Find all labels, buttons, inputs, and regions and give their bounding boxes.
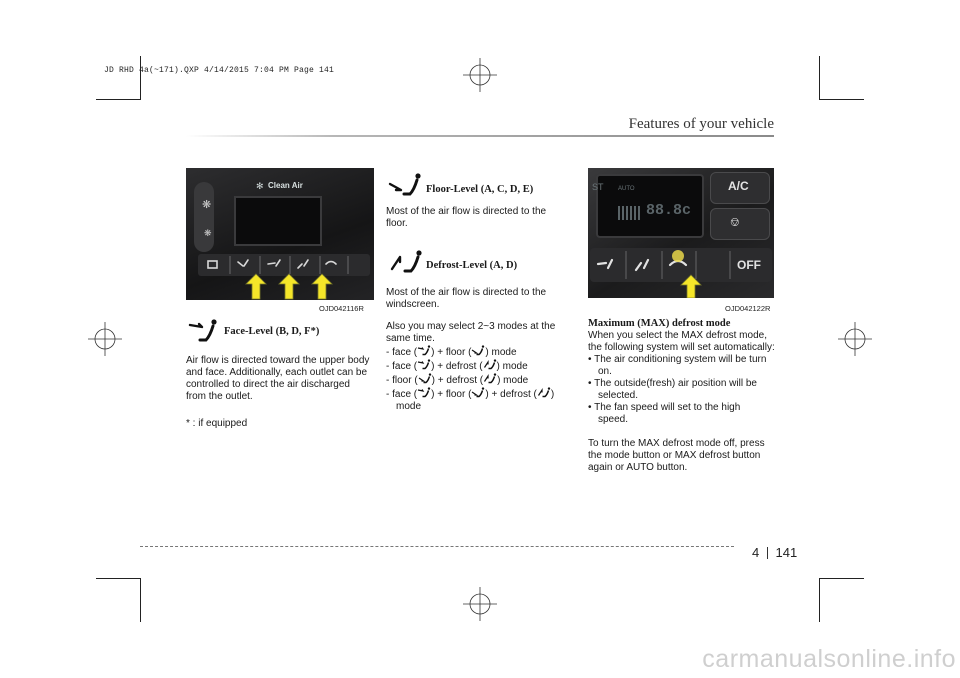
mode-combo-line [386, 359, 576, 373]
crop-mark [96, 99, 140, 100]
fan-icon: ❋ [202, 199, 212, 211]
floor-mode-icon [471, 387, 485, 398]
leaf-icon: ✻ [256, 181, 264, 191]
registration-mark [88, 322, 122, 356]
fan-icon: ❋ [204, 228, 212, 238]
floor-level-body [386, 206, 576, 230]
text-line: When you select the MAX defrost mode, [588, 330, 767, 341]
defrost-mode-icon [537, 387, 551, 398]
text-fragment: - floor ( [386, 375, 418, 386]
header-rule [186, 135, 774, 137]
text-fragment: ) mode [485, 347, 517, 358]
text-fragment: - face ( [386, 347, 418, 358]
text-fragment: ) + floor ( [431, 347, 472, 358]
text-fragment: ) mode [496, 361, 528, 372]
registration-mark [463, 58, 497, 92]
text-line: from the outlet. [186, 391, 253, 402]
text-fragment: - face ( [386, 361, 418, 372]
off-button-label: OFF [737, 258, 761, 272]
arrow-up-icon [246, 274, 332, 299]
text-line: mode [396, 401, 422, 412]
floor-level-title: Floor-Level (A, C, D, E) [426, 184, 534, 195]
auto-label: AUTO [618, 186, 635, 192]
max-defrost-panel-photo [588, 168, 774, 298]
crop-mark [820, 578, 864, 579]
face-mode-icon [417, 345, 431, 356]
bullet-line: on. [598, 366, 612, 377]
defrost-partial-label: ST [592, 182, 604, 192]
panel-label: Clean Air [268, 181, 303, 190]
defrost-mode-icon [483, 359, 497, 370]
mode-combo-line [386, 387, 576, 401]
bullet-line: • The outside(fresh) air position will be [588, 378, 757, 389]
text-line: Most of the air flow is directed to the [386, 206, 547, 217]
ac-button-label: A/C [728, 179, 749, 193]
face-mode-icon [417, 387, 431, 398]
defrost-level-body [386, 287, 576, 311]
text-line: again or AUTO button. [588, 462, 688, 473]
text-line: same time. [386, 333, 435, 344]
crop-mark [819, 56, 820, 100]
max-defrost-body [588, 330, 776, 474]
crop-mark [140, 578, 141, 622]
footer-rule [140, 546, 734, 547]
floor-mode-icon [471, 345, 485, 356]
text-line: Air flow is directed toward the upper body [186, 355, 370, 366]
footnote: * : if equipped [186, 418, 248, 429]
print-slug: JD RHD 4a(~171).QXP 4/14/2015 7:04 PM Page 141 [104, 66, 335, 75]
bullet-line: • The fan speed will set to the high [588, 402, 741, 413]
text-fragment: ) + floor ( [431, 389, 472, 400]
text-line: the following system will set automatically: [588, 342, 775, 353]
max-defrost-title: Maximum (MAX) defrost mode [588, 318, 731, 329]
crop-mark [96, 578, 140, 579]
mode-combo-line [386, 345, 576, 359]
face-level-body [186, 355, 376, 403]
crop-mark [820, 99, 864, 100]
text-line: windscreen. [386, 299, 440, 310]
temperature-display: 88.8c [646, 202, 692, 219]
mode-combinations [386, 321, 576, 413]
fan-level-bars [618, 206, 640, 220]
text-line: the mode button or MAX defrost button [588, 450, 761, 461]
crop-mark [819, 578, 820, 622]
defrost-level-title: Defrost-Level (A, D) [426, 260, 518, 271]
crop-mark [140, 56, 141, 100]
face-mode-icon [417, 359, 431, 370]
section-title: Features of your vehicle [628, 116, 774, 132]
bullet-line: speed. [598, 414, 629, 425]
text-fragment: - face ( [386, 389, 418, 400]
recirculation-icon: ⎊ [730, 215, 740, 229]
face-level-title: Face-Level (B, D, F*) [224, 326, 320, 337]
defrost-mode-icon [388, 249, 424, 275]
text-line: Also you may select 2~3 modes at the [386, 321, 556, 332]
text-line: controlled to direct the air discharged [186, 379, 350, 390]
floor-mode-icon [387, 172, 423, 198]
text-line: and face. Additionally, each outlet can be [186, 367, 368, 378]
defrost-mode-icon [483, 373, 497, 384]
text-line: floor. [386, 218, 408, 229]
page-number [752, 545, 797, 560]
photo-caption: OJD042122R [725, 304, 771, 313]
arrow-up-icon [681, 275, 701, 298]
floor-mode-icon [418, 373, 432, 384]
page-number-value: 141 [775, 545, 798, 560]
text-fragment: ) + defrost ( [485, 389, 537, 400]
photo-caption: OJD042116R [319, 304, 364, 313]
text-fragment: ) [550, 389, 555, 400]
bullet-line: • The air conditioning system will be turn [588, 354, 767, 365]
text-fragment: ) mode [497, 375, 529, 386]
text-line: Most of the air flow is directed to the [386, 287, 547, 298]
text-fragment: ) + defrost ( [431, 361, 483, 372]
registration-mark [838, 322, 872, 356]
registration-mark [463, 587, 497, 621]
bullet-line: selected. [598, 390, 639, 401]
climate-panel-photo [186, 168, 374, 300]
watermark: carmanualsonline.info [702, 645, 956, 673]
chapter-number: 4 [752, 545, 760, 560]
mode-combo-line [386, 373, 576, 387]
text-fragment: ) + defrost ( [431, 375, 484, 386]
face-mode-icon [188, 318, 220, 344]
text-line: To turn the MAX defrost mode off, press [588, 438, 765, 449]
